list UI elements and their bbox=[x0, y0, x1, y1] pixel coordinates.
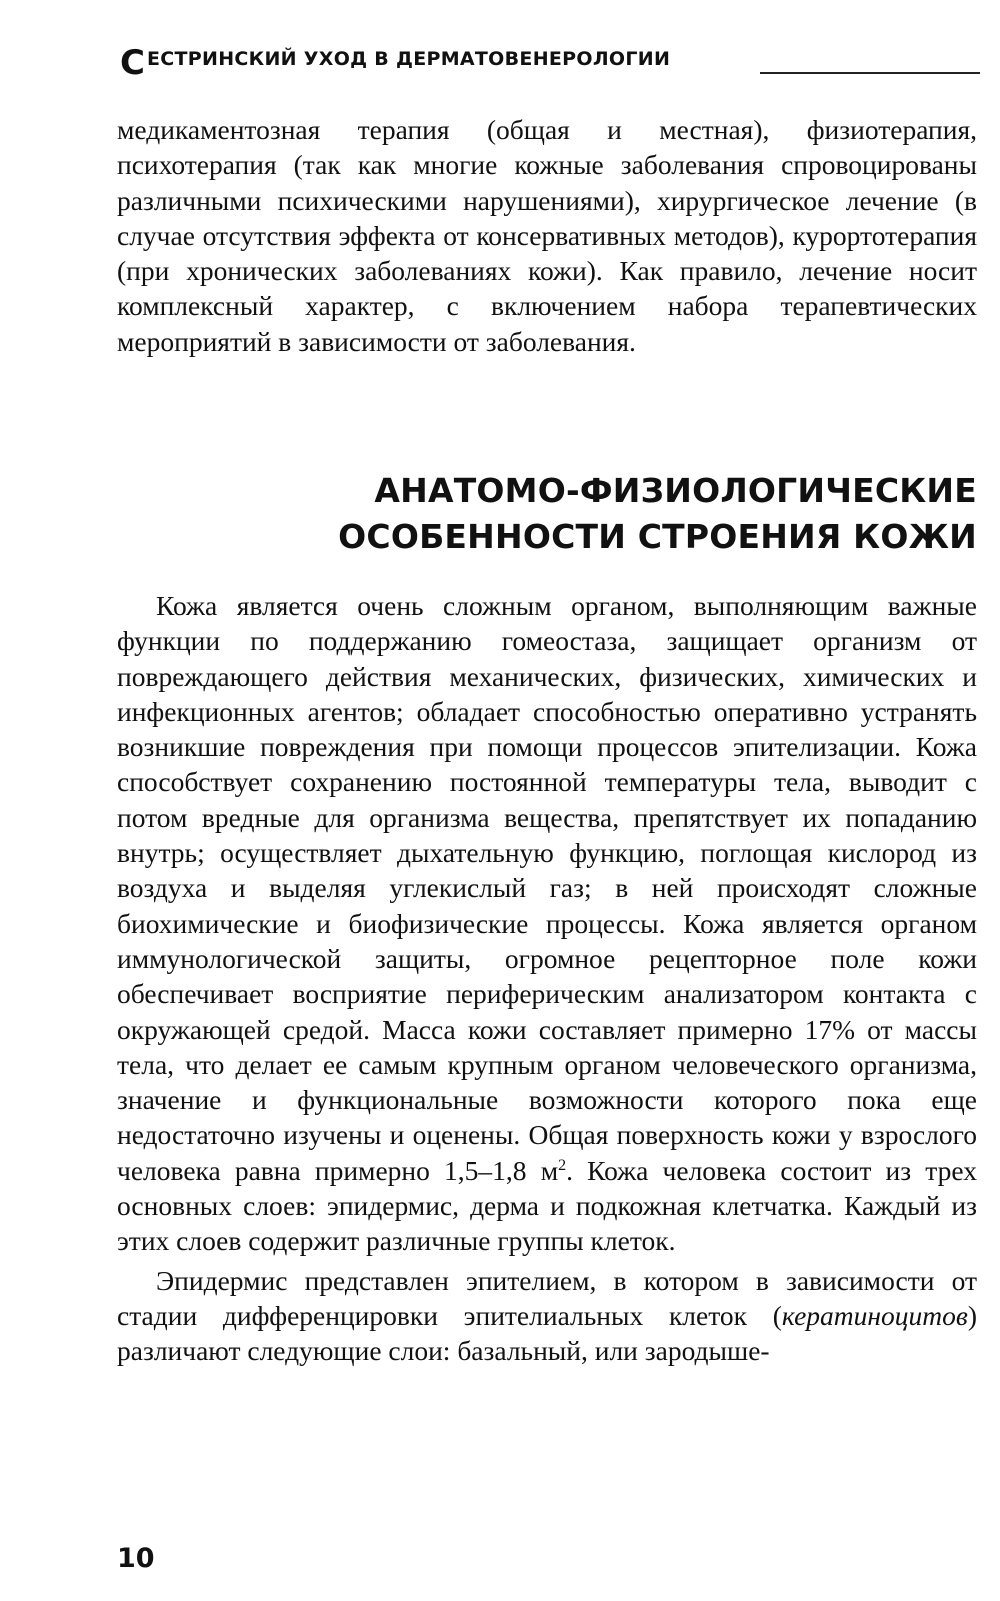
paragraph-2-text-a: Эпидермис представлен эпителием, в котором в зависимости от стадии дифференцировки эпителиальных клеток ( bbox=[117, 1264, 977, 1331]
superscript-square: 2 bbox=[558, 1156, 567, 1174]
paragraph-2-text-b: ) различают следующие слои: базальный, или зародыше- bbox=[117, 1299, 977, 1367]
paragraph-2-italic-term: кератиноцитов bbox=[781, 1299, 968, 1331]
section-heading-line-1: АНАТОМО-ФИЗИОЛОГИЧЕСКИЕ bbox=[374, 471, 977, 510]
section-body bbox=[117, 588, 977, 1369]
header-title: ЕСТРИНСКИЙ УХОД В ДЕРМАТОВЕНЕРОЛОГИИ bbox=[147, 48, 671, 70]
section-heading-line-2: ОСОБЕННОСТИ СТРОЕНИЯ КОЖИ bbox=[338, 517, 977, 556]
section-heading bbox=[117, 468, 977, 560]
paragraph-1-text-b: . Кожа человека состоит из трех основных слоев: эпидермис, дерма и подкожная клетчатка. Каждый из этих слоев содержит различные группы клеток. bbox=[117, 1154, 977, 1257]
header-drop-initial: С bbox=[120, 43, 146, 83]
paragraph-1-text-a: Кожа является очень сложным органом, выполняющим важные функции по поддержанию гомеостаза, защищает организм от повреждающего действия механических, физических, химических и инфекционных агентов; обладает способностью оперативно устранять возникшие повреждения при помощи процессов эпителизации. Кожа способствует сохранению постоянной температуры тела, выводит с потом вредные для организма вещества, препятствует их попаданию внутрь; осуществляет дыхательную функцию, поглощая кислород из воздуха и выделяя углекислый газ; в ней происходят сложные биохимические и биофизические процессы. Кожа является органом иммунологической защиты, огромное рецепторное поле кожи обеспечивает восприятие периферическим анализатором контакта с окружающей средой. Масса кожи составляет примерно 17% от массы тела, что делает ее самым крупным органом человеческого организма, значение и функциональные возможности которого пока еще недостаточно изучены и оценены. Общая поверхность кожи у взрослого человека равна примерно 1,5–1,8 м bbox=[117, 590, 977, 1186]
header-rule bbox=[760, 72, 980, 74]
intro-paragraph-block bbox=[117, 112, 977, 359]
page-number: 10 bbox=[117, 1543, 155, 1574]
section-paragraph-2 bbox=[117, 1263, 977, 1369]
section-paragraph-1 bbox=[117, 588, 977, 1259]
running-header bbox=[120, 40, 980, 83]
intro-paragraph: медикаментозная терапия (общая и местная), физиотерапия, психотерапия (так как многие кожные заболевания спровоцированы различными психическими нарушениями), хирургическое лечение (в случае отсутствия эффекта от консервативных методов), курортотерапия (при хронических заболеваниях кожи). Как правило, лечение носит комплексный характер, с включением набора терапевтических мероприятий в зависимости от заболевания. bbox=[117, 114, 977, 357]
